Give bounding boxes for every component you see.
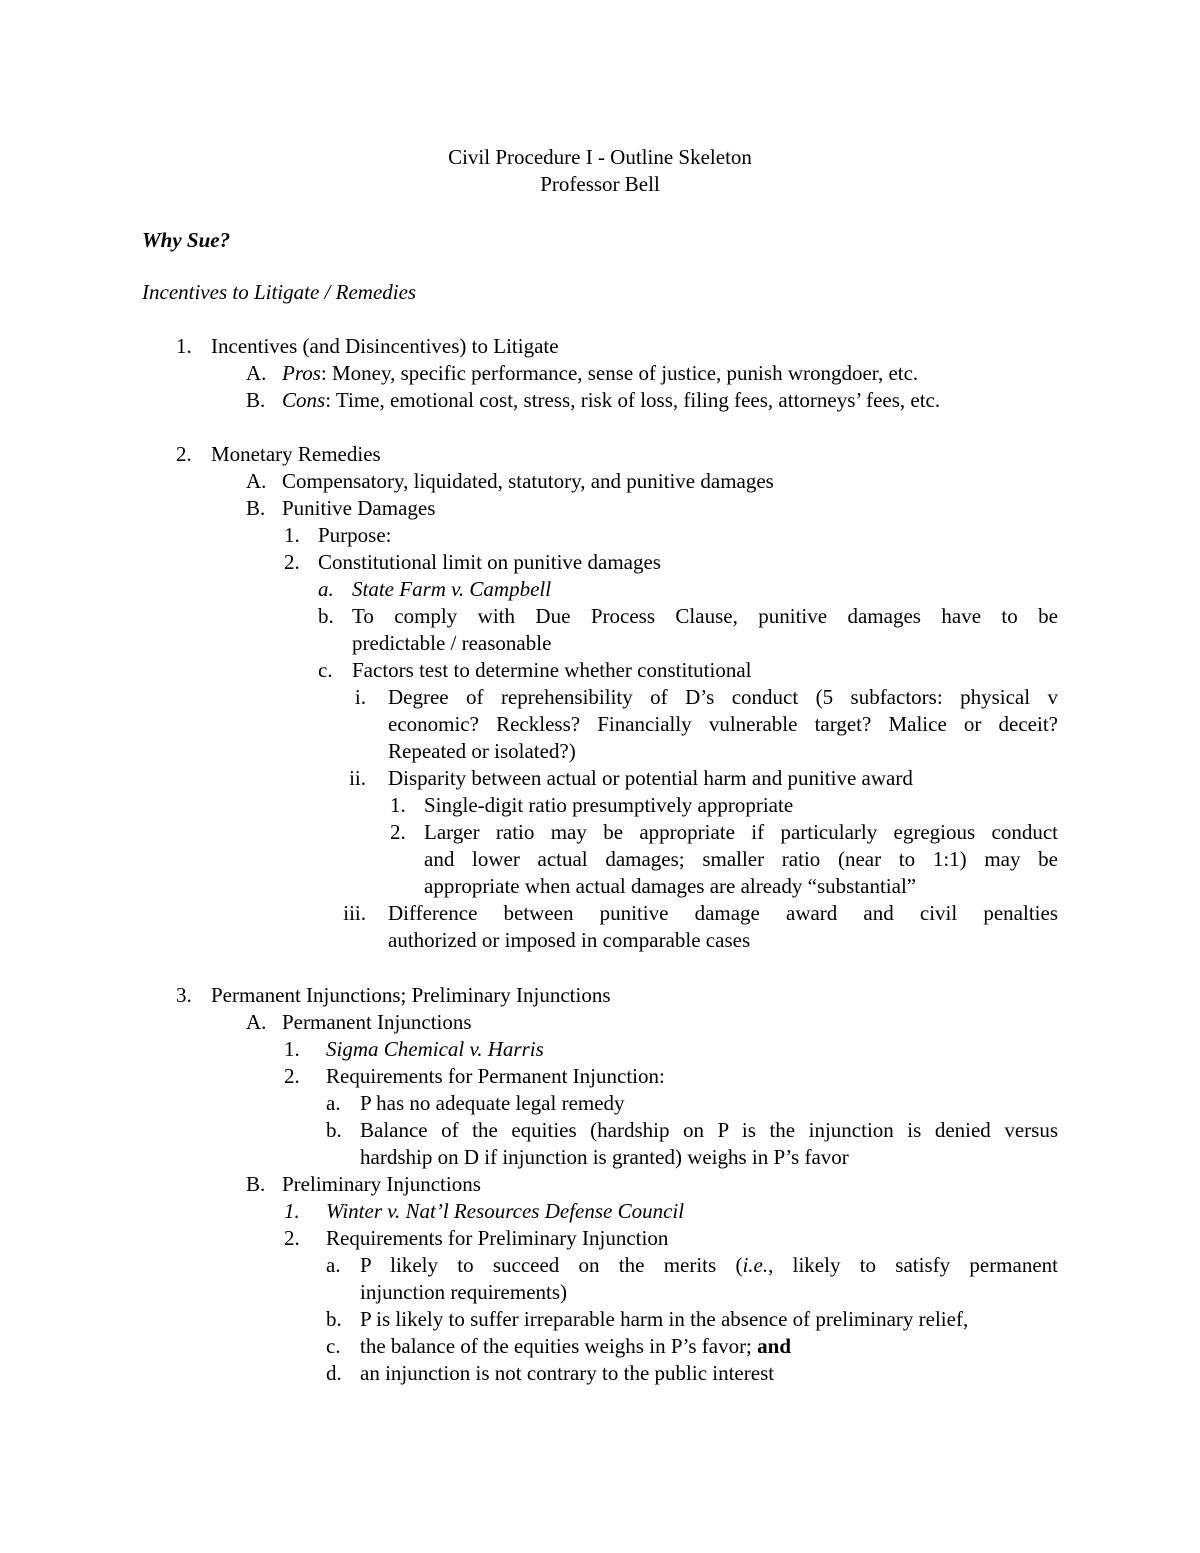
item-marker: b.	[318, 604, 334, 628]
pros-label: Pros	[282, 361, 321, 385]
item-text: Permanent Injunctions	[282, 1010, 472, 1034]
item-marker: c.	[326, 1334, 341, 1358]
item-text: authorized or imposed in comparable cases	[388, 928, 751, 952]
item-title: Incentives (and Disincentives) to Litigate	[211, 334, 559, 358]
item-marker: a.	[318, 577, 334, 601]
item-text-part: , likely to satisfy permanent	[768, 1253, 1058, 1277]
document-title: Civil Procedure I - Outline Skeleton	[448, 145, 752, 169]
item-number: 1.	[390, 793, 406, 817]
item-text: Balance of the equities (hardship on P is the injunction is denied versus	[360, 1118, 1058, 1142]
item-text: Degree of reprehensibility of D’s conduct (5 subfactors: physical v	[388, 685, 1058, 709]
item-marker: ii.	[349, 766, 366, 790]
item-marker: d.	[326, 1361, 342, 1385]
item-text-part: the balance of the equities weighs in P’s favor;	[360, 1334, 758, 1358]
item-marker: iii.	[343, 901, 366, 925]
item-number: 1.	[284, 1199, 300, 1223]
item-text: predictable / reasonable	[352, 631, 552, 655]
item-marker: A.	[246, 1010, 267, 1034]
item-text: Preliminary Injunctions	[282, 1172, 481, 1196]
item-text: hardship on D if injunction is granted) weighs in P’s favor	[360, 1145, 849, 1169]
item-number: 1.	[284, 1037, 300, 1061]
item-text	[360, 1252, 1058, 1279]
item-text: injunction requirements)	[360, 1280, 568, 1304]
item-text: Factors test to determine whether constitutional	[352, 658, 752, 682]
item-number: 1.	[176, 334, 192, 358]
item-text: Requirements for Preliminary Injunction	[326, 1226, 669, 1250]
item-marker: A.	[246, 361, 267, 385]
item-text: Repeated or isolated?)	[388, 739, 576, 763]
item-marker: a.	[326, 1091, 341, 1115]
case-name: Winter v. Nat’l Resources Defense Council	[326, 1199, 685, 1223]
item-number: 2.	[284, 550, 300, 574]
case-name: State Farm v. Campbell	[352, 577, 552, 601]
cons-line	[282, 387, 940, 414]
item-marker: B.	[246, 1172, 266, 1196]
case-name: Sigma Chemical v. Harris	[326, 1037, 544, 1061]
pros-text: : Money, specific performance, sense of justice, punish wrongdoer, etc.	[320, 361, 919, 385]
item-marker: b.	[326, 1118, 342, 1142]
item-title: Permanent Injunctions; Preliminary Injunctions	[211, 983, 611, 1007]
item-marker: B.	[246, 496, 266, 520]
item-marker: B.	[246, 388, 266, 412]
section-heading: Why Sue?	[142, 228, 231, 252]
item-text: P is likely to suffer irreparable harm in the absence of preliminary relief,	[360, 1307, 969, 1331]
item-number: 2.	[284, 1226, 300, 1250]
item-text: Punitive Damages	[282, 496, 436, 520]
item-text: economic? Reckless? Financially vulnerable target? Malice or deceit?	[388, 712, 1058, 736]
item-number: 3.	[176, 983, 192, 1007]
item-text: Larger ratio may be appropriate if particularly egregious conduct	[424, 820, 1058, 844]
item-marker: A.	[246, 469, 267, 493]
professor-name: Professor Bell	[540, 172, 660, 196]
and-bold: and	[757, 1334, 792, 1358]
item-text: Requirements for Permanent Injunction:	[326, 1064, 665, 1088]
item-text: Purpose:	[318, 523, 392, 547]
item-text: Difference between punitive damage award and civil penalties	[388, 901, 1058, 925]
item-text: Compensatory, liquidated, statutory, and punitive damages	[282, 469, 774, 493]
item-text: and lower actual damages; smaller ratio (near to 1:1) may be	[424, 847, 1058, 871]
item-text: Single-digit ratio presumptively appropriate	[424, 793, 794, 817]
cons-text: : Time, emotional cost, stress, risk of loss, filing fees, attorneys’ fees, etc.	[325, 388, 941, 412]
item-text: Disparity between actual or potential harm and punitive award	[388, 766, 913, 790]
pros-line	[282, 360, 918, 387]
item-marker: i.	[354, 685, 366, 709]
item-number: 2.	[390, 820, 406, 844]
item-marker: c.	[318, 658, 333, 682]
item-text	[360, 1333, 791, 1360]
item-marker: b.	[326, 1307, 342, 1331]
section-subheading: Incentives to Litigate / Remedies	[142, 280, 417, 304]
item-text: Constitutional limit on punitive damages	[318, 550, 661, 574]
item-text: an injunction is not contrary to the public interest	[360, 1361, 775, 1385]
item-marker: a.	[326, 1253, 341, 1277]
item-text-part: P likely to succeed on the merits (	[360, 1253, 743, 1277]
cons-label: Cons	[282, 388, 326, 412]
item-number: 1.	[284, 523, 300, 547]
item-number: 2.	[284, 1064, 300, 1088]
item-title: Monetary Remedies	[211, 442, 381, 466]
item-number: 2.	[176, 442, 192, 466]
item-text: P has no adequate legal remedy	[360, 1091, 625, 1115]
item-text: To comply with Due Process Clause, punitive damages have to be	[352, 604, 1058, 628]
item-text: appropriate when actual damages are already “substantial”	[424, 874, 917, 898]
ie-abbrev: i.e.	[742, 1253, 769, 1277]
